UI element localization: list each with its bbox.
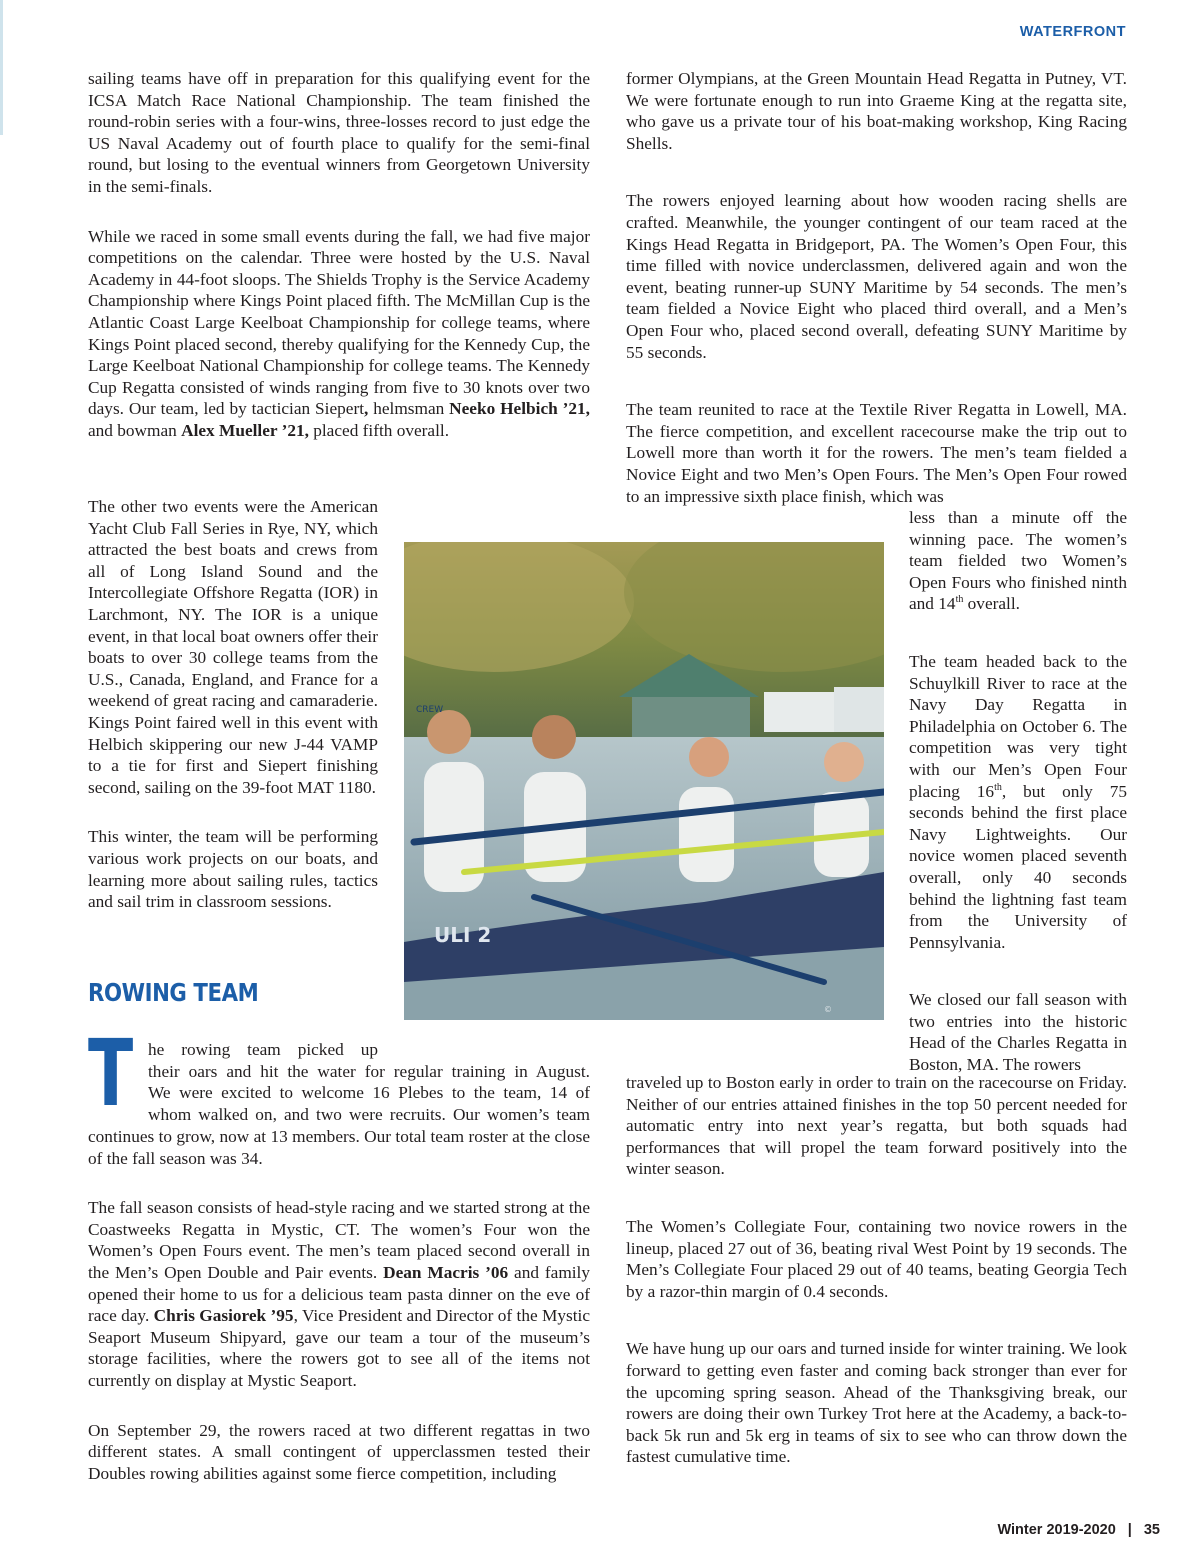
edge-mark: [0, 0, 3, 135]
paragraph: We closed our fall season with two entries into the historic Head of the Charles Regatta in Boston, MA. The rowers: [909, 990, 1127, 1075]
paragraph: The other two events were the American Yacht Club Fall Series in Rye, NY, which attracted the best boats and crews from all of Long Island Sound and the Intercollegiate Offshore Regatta (IOR) in Larchmont, NY. The IOR is a unique event, in that local boat owners offer their boats to over 30 college teams from the U.S., Canada, England, and France for a weekend of great racing and camaraderie. Kings Point faired well in this event with Helbich skippering our new J-44 VAMP to a tie for first and Siepert finishing second, sailing on the 39-foot MAT 1180.: [88, 497, 378, 797]
drop-cap: T: [88, 1020, 134, 1127]
footer-separator: |: [1127, 1522, 1132, 1538]
paragraph: We have hung up our oars and turned inside for winter training. We look forward to getting even faster and coming back stronger than ever for the upcoming spring season. Ahead of the Thanksgiving break, our rowers are doing their own Turkey Trot here at the Academy, a back-to-back 5k run and 5k erg in teams of six to see who can throw down the fastest cumulative time.: [626, 1339, 1127, 1467]
paragraph: The Women’s Collegiate Four, containing two novice rowers in the lineup, placed 27 out of 36, beating rival West Point by 19 seconds. The Men’s Collegiate Four placed 29 out of 40 teams, beating Georgia Tech by a razor-thin margin of 0.4 seconds.: [626, 1216, 1127, 1301]
photo-credit: ©: [824, 1005, 832, 1014]
right-lower-column: [626, 1072, 1127, 1496]
issue-label: Winter 2019-2020: [997, 1522, 1116, 1538]
section-heading: ROWING TEAM: [88, 978, 259, 1007]
left-column: [88, 68, 590, 470]
drop-cap-lines: [148, 1039, 590, 1125]
text-line: he rowing team picked up: [148, 1040, 378, 1059]
paragraph: The team reunited to race at the Textile River Regatta in Lowell, MA. The fierce competition, and excellent racecourse make the trip out to Lowell more than worth it for the rowers. The men’s team fielded a Novice Eight and two Men’s Open Fours. The Men’s Open Four rowed to an impressive sixth place finish, which was: [626, 400, 1127, 506]
paragraph: This winter, the team will be performing various work projects on our boats, and learning more about sailing rules, tactics and sail trim in classroom sessions.: [88, 827, 378, 912]
hull-text: ULI 2: [434, 923, 492, 947]
visor-text: CREW: [416, 705, 444, 715]
page-number: 35: [1143, 1522, 1160, 1538]
right-narrow-column: [909, 507, 1127, 1076]
rowing-photo: [404, 542, 884, 1020]
paragraph: sailing teams have off in preparation for this qualifying event for the ICSA Match Race National Championship. The team finished the round-robin series with a four-wins, three-losses record to just edge the US Naval Academy out of fourth place to qualify for the semi-final round, but losing to the eventual winners from Georgetown University in the semi-finals.: [88, 69, 590, 196]
bold-name: Dean Macris ’06: [383, 1262, 509, 1282]
paragraph: less than a minute off the winning pace. The women’s team fielded two Women’s Open Fours who finished ninth and 14th overall.: [909, 508, 1127, 614]
section-label: WATERFRONT: [1019, 24, 1126, 40]
paragraph: continues to grow, now at 13 members. Our total team roster at the close of the fall season was 34.: [88, 1127, 590, 1168]
right-column: [626, 68, 1127, 507]
paragraph: While we raced in some small events during the fall, we had five major competitions on the calendar. Three were hosted by the U.S. Naval Academy in 44-foot sloops. The Shields Trophy is the Service Academy Championship where Kings Point placed fifth. The McMillan Cup is the Atlantic Coast Large Keelboat Championship for college teams, where Kings Point placed second, thereby qualifying for the Kennedy Cup, the Large Keelboat National Championship for college teams. The Kennedy Cup Regatta consisted of winds ranging from five to 30 knots over two days. Our team, led by tactician Siepert, helmsman Neeko Helbich ’21, and bowman Alex Mueller ’21, placed fifth overall.: [88, 226, 590, 440]
text-line: We were excited to welcome 16 Plebes to the team, 14 of: [148, 1083, 590, 1103]
paragraph: The team headed back to the Schuylkill River to race at the Navy Day Regatta in Philadelphia on October 6. The competition was very tight with our Men’s Open Four placing 16th, but only 75 seconds behind the first place Navy Lightweights. Our novice women placed seventh overall, only 40 seconds behind the lightning fast team from the University of Pennsylvania.: [909, 651, 1127, 952]
paragraph: On September 29, the rowers raced at two different regattas in two different states. A small contingent of upperclassmen tested their Doubles rowing abilities against some fierce competition, including: [88, 1420, 590, 1483]
paragraph: The rowers enjoyed learning about how wooden racing shells are crafted. Meanwhile, the younger contingent of our team raced at the Kings Head Regatta in Bridgeport, PA. The Women’s Open Four, this time filled with novice underclassmen, delivered again and won the event, beating runner-up SUNY Maritime by 54 seconds. The men’s team fielded a Novice Eight who placed third overall, and a Men’s Open Four who, placed second overall, defeating SUNY Maritime by 55 seconds.: [626, 191, 1127, 362]
text-line: their oars and hit the water for regular training in August.: [148, 1061, 590, 1081]
bold-name: Neeko Helbich ’21,: [449, 399, 590, 419]
rowing-photo-illustration: [404, 542, 884, 1020]
paragraph: traveled up to Boston early in order to train on the racecourse on Friday. Neither of our entries attained finishes in the top 50 percent needed for automatic entry into next year’s regatta, but both squads had performances that will propel the team forward positively into the winter season.: [626, 1073, 1127, 1179]
paragraph: The fall season consists of head-style racing and we started strong at the Coastweeks Regatta in Mystic, CT. The women’s Four won the Women’s Open Fours event. The men’s team placed second overall in the Men’s Open Double and Pair events. Dean Macris ’06 and family opened their home to us for a delicious team pasta dinner on the eve of race day. Chris Gasiorek ’95, Vice President and Director of the Mystic Seaport Museum Shipyard, gave our team a tour of the museum’s storage facilities, where the rowers got to see all of the items not currently on display at Mystic Seaport.: [88, 1198, 591, 1390]
left-narrow-column: [88, 496, 378, 941]
page-footer: [997, 1522, 1160, 1538]
text-line: whom walked on, and two were recruits. Our women’s team: [148, 1104, 590, 1124]
paragraph: former Olympians, at the Green Mountain Head Regatta in Putney, VT. We were fortunate enough to run into Graeme King at the regatta site, who gave us a private tour of his boat-making workshop, King Racing Shells.: [626, 69, 1127, 153]
rowing-left-column: [88, 1126, 590, 1512]
bold-name: Chris Gasiorek ’95: [153, 1306, 294, 1326]
bold-name: Alex Mueller ’21,: [181, 420, 309, 440]
